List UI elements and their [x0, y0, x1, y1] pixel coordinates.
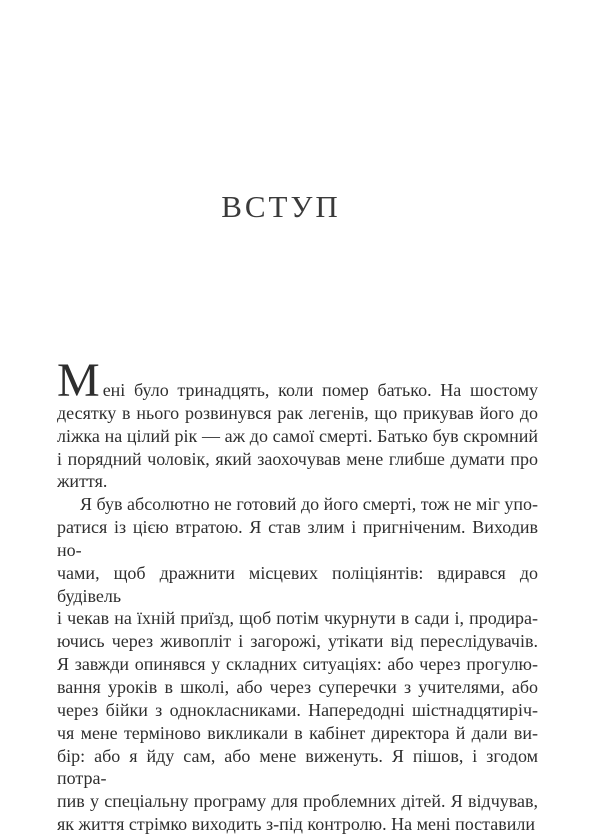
text-line: Я завжди опинявся у складних ситуаціях: або через прогулю- — [57, 654, 538, 675]
text-line: як життя стрімко виходить з-під контролю. На мені поставили — [57, 814, 535, 835]
text-line: і чекав на їхній приїзд, щоб потім чкурнути в сади і, продира- — [57, 608, 538, 629]
text-line: десятку в нього розвинувся рак легенів, що прикував його до — [57, 402, 538, 423]
text-line: і порядний чоловік, який заохочував мене глибше думати про — [57, 448, 538, 469]
paragraph — [57, 354, 538, 493]
paragraph — [57, 493, 538, 836]
text-line: чя мене терміново викликали в кабінет директора й дали ви- — [57, 722, 538, 743]
text-line: ратися із цією втратою. Я став злим і пригніченим. Виходив но- — [57, 517, 538, 560]
drop-cap-letter: М — [57, 354, 100, 407]
text-line: вання уроків в школі, або через суперечки з учителями, або — [57, 676, 538, 697]
text-line: бір: або я йду сам, або мене виженуть. Я пішов, і згодом потра- — [57, 745, 538, 789]
text-line: життя. — [57, 471, 108, 492]
text-line: чами, щоб дражнити місцевих поліціянтів: вдирався до будівель — [57, 562, 538, 606]
text-line: Я був абсолютно не готовий до його смерті, тож не міг упо- — [80, 494, 538, 515]
text-line: через бійки з однокласниками. Напередодні шістнадцятиріч- — [57, 699, 538, 720]
text-line: ючись через живопліт і загорожі, утікати від переслідувачів. — [57, 631, 538, 652]
body-text — [57, 354, 538, 836]
text-line: Мені було тринадцять, коли помер батько. На шостому — [57, 354, 538, 407]
text-line: ліжка на цілий рік — аж до самої смерті. Батько був скромний — [57, 425, 538, 446]
chapter-title: ВСТУП — [221, 189, 341, 224]
text-line: пив у спеціальну програму для проблемних дітей. Я відчував, — [57, 791, 538, 812]
